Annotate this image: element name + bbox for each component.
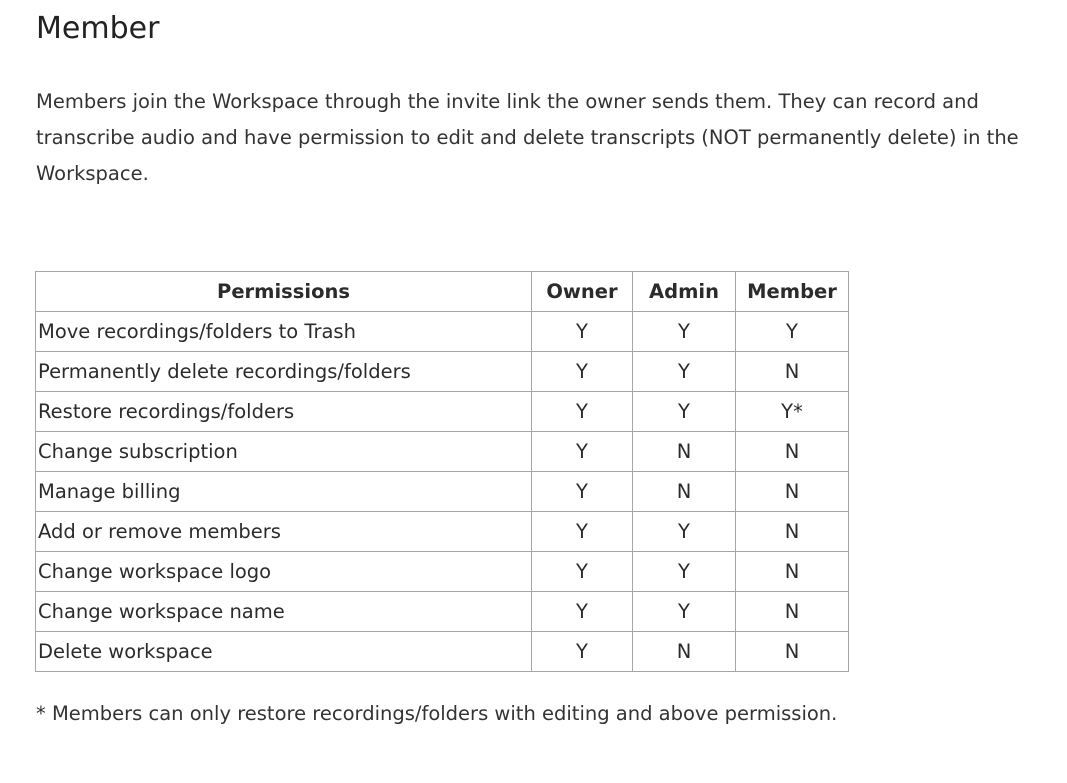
table-row: [36, 352, 849, 392]
permissions-table: [35, 271, 849, 672]
owner-value: Y: [532, 352, 633, 392]
header-owner: Owner: [532, 272, 633, 312]
permission-label: Permanently delete recordings/folders: [36, 352, 532, 392]
intro-paragraph: Members join the Workspace through the invite link the owner sends them. They can record and transcribe audio and have permission to edit and delete transcripts (NOT permanently delete) in the Workspace.: [36, 90, 1019, 185]
table-row: [36, 592, 849, 632]
permission-label: Change subscription: [36, 432, 532, 472]
admin-value: Y: [633, 392, 736, 432]
admin-value: N: [633, 432, 736, 472]
header-permissions: Permissions: [36, 272, 532, 312]
permission-label: Move recordings/folders to Trash: [36, 312, 532, 352]
member-value: N: [736, 352, 849, 392]
admin-value: Y: [633, 352, 736, 392]
member-value: N: [736, 552, 849, 592]
owner-value: Y: [532, 432, 633, 472]
owner-value: Y: [532, 632, 633, 672]
table-row: [36, 632, 849, 672]
permission-label: Restore recordings/folders: [36, 392, 532, 432]
member-value: Y*: [736, 392, 849, 432]
section-heading: Member: [36, 11, 160, 46]
permission-label: Manage billing: [36, 472, 532, 512]
table-row: [36, 312, 849, 352]
permission-label: Change workspace name: [36, 592, 532, 632]
table-row: [36, 392, 849, 432]
admin-value: Y: [633, 592, 736, 632]
admin-value: Y: [633, 312, 736, 352]
permission-label: Change workspace logo: [36, 552, 532, 592]
admin-value: N: [633, 632, 736, 672]
admin-value: N: [633, 472, 736, 512]
member-value: Y: [736, 312, 849, 352]
footnote: * Members can only restore recordings/folders with editing and above permission.: [36, 702, 838, 725]
member-value: N: [736, 632, 849, 672]
owner-value: Y: [532, 312, 633, 352]
member-value: N: [736, 432, 849, 472]
admin-value: Y: [633, 552, 736, 592]
owner-value: Y: [532, 512, 633, 552]
table-row: [36, 552, 849, 592]
admin-value: Y: [633, 512, 736, 552]
permission-label: Delete workspace: [36, 632, 532, 672]
table-row: [36, 512, 849, 552]
permission-label: Add or remove members: [36, 512, 532, 552]
member-value: N: [736, 472, 849, 512]
header-member: Member: [736, 272, 849, 312]
owner-value: Y: [532, 472, 633, 512]
member-value: N: [736, 592, 849, 632]
table-row: [36, 432, 849, 472]
owner-value: Y: [532, 552, 633, 592]
member-value: N: [736, 512, 849, 552]
table-header-row: [36, 272, 849, 312]
table-row: [36, 472, 849, 512]
owner-value: Y: [532, 392, 633, 432]
header-admin: Admin: [633, 272, 736, 312]
owner-value: Y: [532, 592, 633, 632]
